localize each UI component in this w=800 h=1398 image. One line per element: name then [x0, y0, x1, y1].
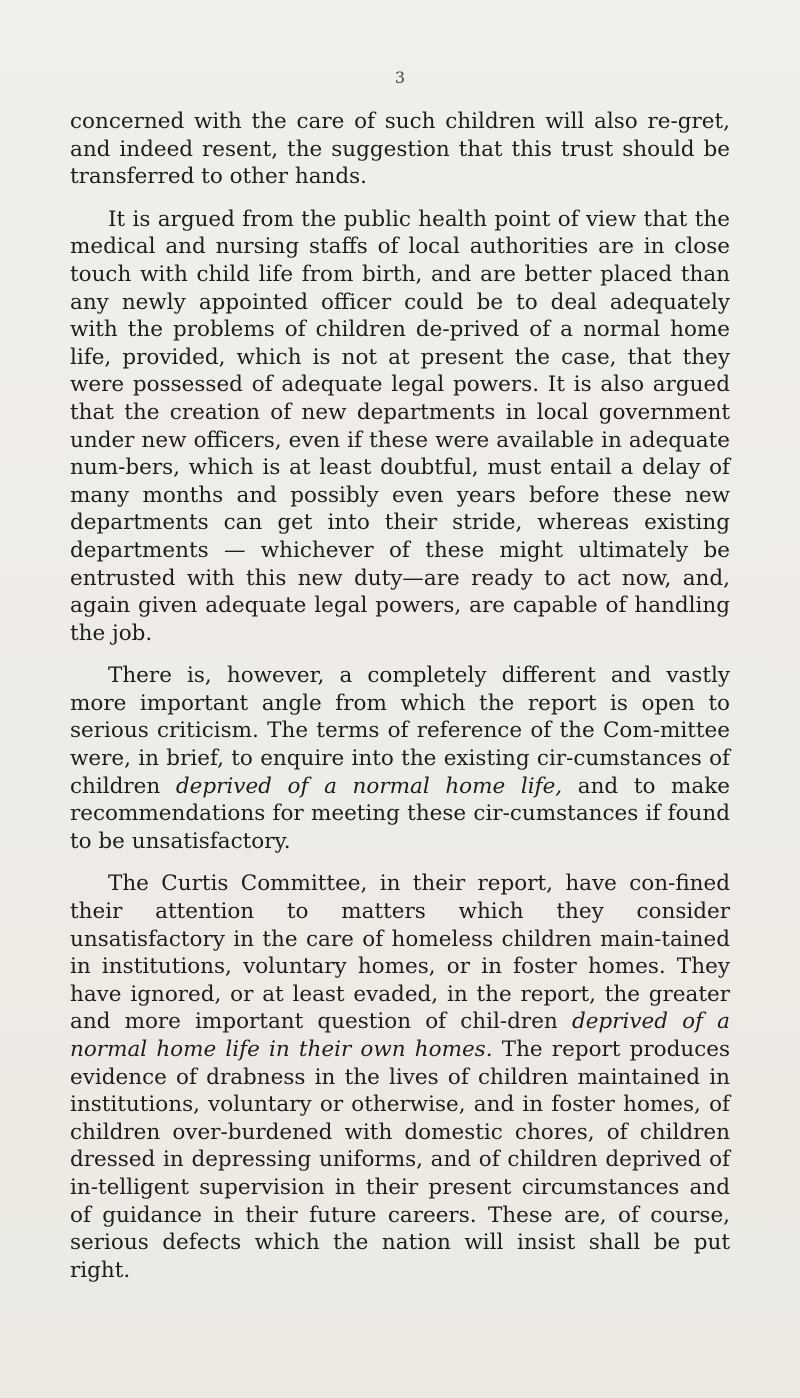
page-number: 3: [394, 68, 406, 87]
paragraph: [70, 206, 730, 648]
text-run: and to make recommendations for meeting these cir-cumstances if found to be unsatisfactory.: [70, 773, 730, 854]
text-run: The report produces evidence of drabness in the lives of children maintained in institutions, voluntary or otherwise, and in foster homes, of children over-burdened with domestic chores, of children dressed in depressing uniforms, and of children deprived of in-telligent supervision in their present circumstances and of guidance in their future careers. These are, of course, serious defects which the nation will insist shall be put right.: [70, 1037, 730, 1283]
text-run: It is argued from the public health point of view that the medical and nursing staffs of local authorities are in close touch with child life from birth, and are better placed than any newly appointed officer could be to deal adequately with the problems of children de-prived of a normal home life, provided, which is not at present the case, that they were possessed of adequate legal powers. It is also argued that the creation of new departments in local government under new officers, even if these were available in adequate num-bers, which is at least doubtful, must entail a delay of many months and possibly even years before these new departments can get into their stride, whereas existing departments — whichever of these might ultimately be entrusted with this new duty—are ready to act now, and, again given adequate legal powers, are capable of handling the job.: [70, 206, 730, 646]
italic-text-run: deprived of a normal home life,: [175, 773, 563, 799]
body-text: [70, 108, 730, 1299]
paragraph: [70, 662, 730, 855]
text-run: The Curtis Committee, in their report, have con-fined their attention to matters which they consider unsatisfactory in the care of homeless children main-tained in institutions, voluntary homes, or in foster homes. They have ignored, or at least evaded, in the report, the greater and more important question of chil-dren: [70, 871, 730, 1035]
text-run: There is, however, a completely different and vastly more important angle from which the report is open to serious criticism. The terms of reference of the Com-mittee were, in brief, to enquire into the existing cir-cumstances of children: [70, 663, 730, 799]
text-run: concerned with the care of such children will also re-gret, and indeed resent, the suggestion that this trust should be transferred to other hands.: [70, 109, 730, 190]
paragraph: [70, 870, 730, 1284]
paragraph: [70, 108, 730, 191]
italic-text-run: deprived of a normal home life in their own homes.: [70, 1009, 730, 1062]
